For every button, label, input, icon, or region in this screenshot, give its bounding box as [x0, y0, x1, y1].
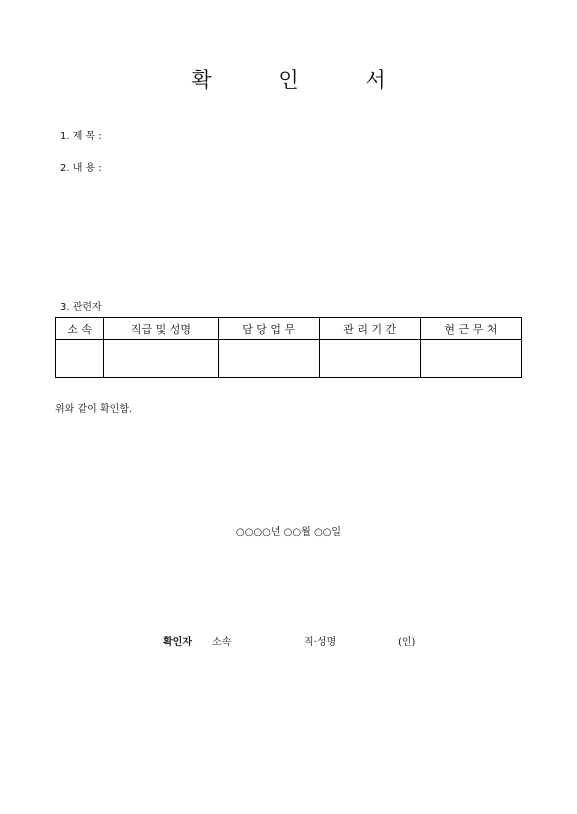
- subject-label: 1. 제 목 :: [60, 131, 102, 142]
- confirmer-label: 확인자: [163, 637, 192, 648]
- title-char-1: 확: [191, 68, 212, 92]
- closing-statement: 위와 같이 확인함.: [55, 404, 133, 415]
- header-duties: 담 당 업 무: [218, 318, 319, 340]
- table-cell[interactable]: [218, 340, 319, 378]
- header-rank-name: 직급 및 성명: [104, 318, 218, 340]
- table-row: [56, 340, 522, 378]
- content-item: [60, 159, 102, 174]
- seal-label: (인): [398, 637, 416, 648]
- table-cell[interactable]: [319, 340, 420, 378]
- table-cell[interactable]: [56, 340, 104, 378]
- position-name-label: 직·성명: [304, 637, 337, 648]
- title-char-3: 서: [365, 68, 386, 92]
- table-header-row: [56, 318, 522, 340]
- document-title: [0, 64, 577, 94]
- title-char-2: 인: [278, 68, 299, 92]
- header-affiliation: 소 속: [56, 318, 104, 340]
- header-period: 관 리 기 간: [319, 318, 420, 340]
- related-label: 3. 관련자: [60, 302, 102, 313]
- affiliation-label: 소속: [212, 637, 232, 648]
- table-cell[interactable]: [420, 340, 521, 378]
- content-label: 2. 내 용 :: [60, 163, 102, 174]
- header-current-workplace: 현 근 무 처: [420, 318, 521, 340]
- table-cell[interactable]: [104, 340, 218, 378]
- related-item: [60, 298, 102, 313]
- related-persons-table: [55, 317, 522, 378]
- subject-item: [60, 127, 102, 142]
- date-line: ○○○○년 ○○월 ○○일: [235, 527, 342, 538]
